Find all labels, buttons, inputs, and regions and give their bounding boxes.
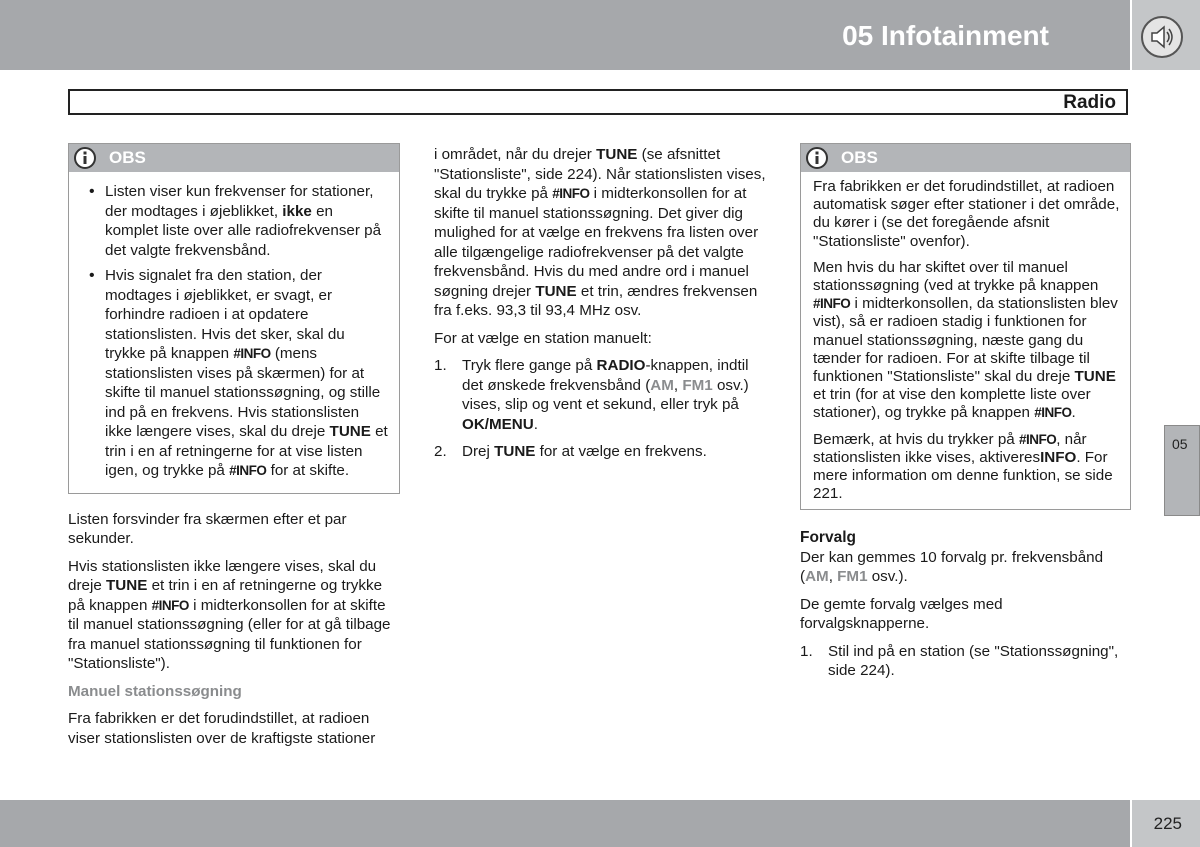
info-button-glyph: #INFO (229, 463, 267, 478)
list-item: • Hvis signalet fra den station, der modtages i øjeblikket, er svagt, er forhindre radioen i at opdatere stationslisten. Hvis det sker, skal du trykke på knappen #INFO (mens stationslisten vises på skærmen) for at skifte til manuel stationssøgning, og stille ind på en frekvens. Hvis stationslisten ikke længere vises, skal du dreje TUNE et trin i en af retningerne for at vise listen igen, og trykke på #INFO for at skifte. (77, 266, 389, 481)
column-2 (434, 145, 768, 470)
paragraph: Fra fabrikken er det forudindstillet, at radioen viser stationslisten over de kraftigste stationer (68, 710, 376, 747)
header-icon-box (1132, 0, 1200, 70)
column-3 (800, 143, 1131, 689)
info-icon (72, 146, 98, 176)
paragraph: Bemærk, at hvis du trykker på #INFO, når stationslisten ikke vises, aktiveresINFO. For mere information om denne funktion, se side 221. (813, 430, 1113, 503)
paragraph: Men hvis du har skiftet over til manuel stationssøgning (ved at trykke på knappen #INFO i midterkonsollen, da stationslisten blev vist), så er radioen stadig i funktionen for manuel stationssøgning, næste gang du tænder for radioen. For at skifte tilbage til funktionen "Stationsliste" skal du dreje TUNE et trin (for at vise den komplette liste over stationer), og trykke på knappen #INFO. (813, 258, 1118, 422)
note-box (800, 143, 1131, 510)
chapter-tab-label: 05 (1172, 436, 1188, 452)
note-header (69, 144, 399, 172)
note-box (68, 143, 400, 494)
note-header (801, 144, 1130, 172)
list-item: 1. Tryk flere gange på RADIO-knappen, indtil det ønskede frekvensbånd (AM, FM1 osv.) vises, slip og vent et sekund, eller tryk på OK/MENU. (434, 357, 749, 433)
header-bar (0, 0, 1130, 70)
paragraph: Der kan gemmes 10 forvalg pr. frekvensbånd (AM, FM1 osv.). (800, 548, 1104, 586)
section-title: Radio (1063, 92, 1116, 113)
paragraph: Fra fabrikken er det forudindstillet, at radioen automatisk søger efter stationer i det område, du kører i (se det foregående afsnit "Stationsliste" ovenfor). (813, 178, 1120, 250)
info-button-glyph: #INFO (552, 186, 590, 201)
paragraph: De gemte forvalg vælges med forvalgsknapperne. (800, 595, 1003, 633)
info-button-glyph: #INFO (1018, 431, 1057, 447)
info-button-glyph: #INFO (813, 296, 851, 312)
paragraph: i området, når du drejer TUNE (se afsnittet "Stationsliste", side 224). Når stationslisten vises, skal du trykke på #INFO i midterkonsollen for at skifte til manuel stationssøgning. Det giver dig mulighed for at vælge en frekvens fra listen over alle tilgængelige radiofrekvenser på det valgte frekvensbånd. Hvis du med andre ord i manuel søgning drejer TUNE et trin, ændres frekvensen fra f.eks. 93,3 til 93,4 MHz osv. (434, 146, 766, 319)
chapter-title: 05 Infotainment (842, 20, 1049, 51)
list-item: 1. Stil ind på en station (se "Stationssøgning", side 224). (800, 642, 1119, 680)
list-item: 2. Drej TUNE for at vælge en frekvens. (434, 443, 707, 460)
speaker-icon (1141, 16, 1183, 58)
footer-bar (0, 800, 1130, 847)
info-button-glyph: #INFO (233, 346, 271, 361)
section-title-bar (68, 89, 1128, 115)
info-button-glyph: #INFO (1034, 405, 1072, 421)
page-number: 225 (1153, 814, 1182, 833)
subheading: Forvalg (800, 529, 856, 547)
chapter-tab (1164, 425, 1200, 516)
paragraph: For at vælge en station manuelt: (434, 329, 652, 347)
info-icon (804, 146, 830, 176)
paragraph: Hvis stationslisten ikke længere vises, skal du dreje TUNE et trin i en af retningerne og trykke på knappen #INFO i midterkonsollen for at skifte til manuel stationssøgning (eller for at gå tilbage fra manuel stationssøgning til funktionen for "Stationsliste"). (68, 557, 391, 672)
paragraph: Listen forsvinder fra skærmen efter et par sekunder. (68, 510, 347, 547)
subheading: Manuel stationssøgning (68, 682, 242, 700)
list-item: • Listen viser kun frekvenser for stationer, der modtages i øjeblikket, ikke en komplet liste over alle radiofrekvenser på det valgte frekvensbånd. (77, 182, 389, 260)
info-button-glyph: #INFO (151, 597, 189, 613)
page-number-box (1132, 800, 1200, 847)
note-label: OBS (841, 148, 878, 167)
column-1 (68, 143, 400, 756)
note-label: OBS (109, 148, 146, 167)
